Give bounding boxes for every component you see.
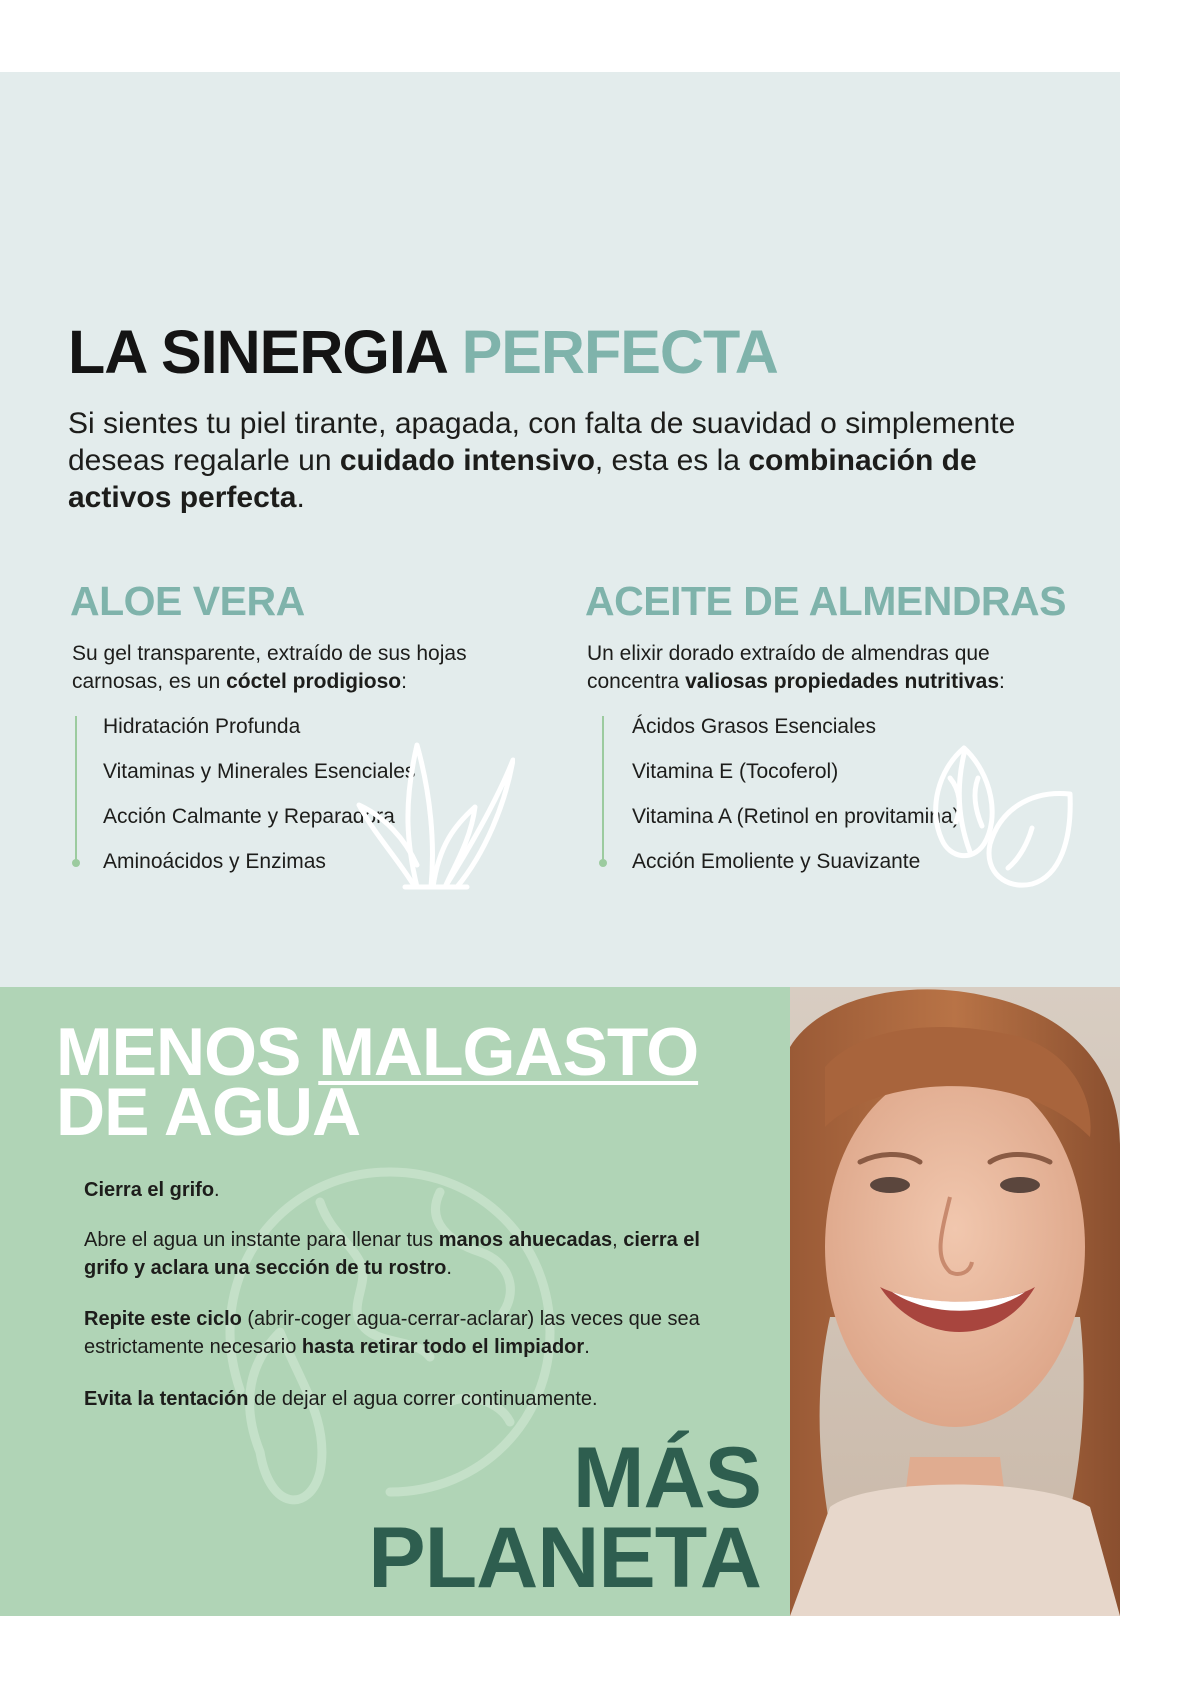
almond-oil-title: ACEITE DE ALMENDRAS (585, 578, 1066, 624)
water-p4-bold: Evita la tentación (84, 1388, 249, 1410)
almond-icon (920, 740, 1075, 895)
list-item: Ácidos Grasos Esenciales (632, 715, 876, 738)
intro-bold-1: cuidado intensivo (339, 444, 595, 477)
list-item: Vitaminas y Minerales Esenciales (103, 760, 416, 783)
water-p3-bold-1: Repite este ciclo (84, 1308, 242, 1330)
smiling-woman-photo (790, 987, 1120, 1616)
water-p2-bold-2: cierra el grifo y aclara una sección de tu rostro (84, 1229, 700, 1279)
almond-feature-list (632, 704, 960, 884)
water-p1-end: . (214, 1179, 220, 1201)
intro-bold-2: combinación de activos perfecta (68, 444, 977, 514)
intro-text-3: . (296, 481, 305, 514)
water-p2-bold-1: manos ahuecadas (438, 1229, 613, 1251)
water-p3-text-1: (abrir-coger agua-cerrar-aclarar) las veces que sea estrictamente necesario (84, 1308, 700, 1358)
aloe-vera-description (72, 640, 512, 696)
water-paragraph-3 (84, 1305, 744, 1361)
page-headline (68, 318, 778, 386)
water-title-line-2: DE AGUA (56, 1074, 361, 1150)
water-p2-end: . (446, 1257, 452, 1279)
planet-line-1: MÁS (572, 1430, 761, 1526)
intro-text-2: , esta es la (594, 444, 749, 477)
headline-accent-part: PERFECTA (461, 318, 778, 386)
intro-text-1: Si sientes tu piel tirante, apagada, con falta de suavidad o simplemente deseas regalarle un (68, 407, 1016, 477)
water-p1-bold: Cierra el grifo (84, 1179, 215, 1201)
aloe-desc-end: : (401, 670, 407, 693)
almond-oil-description (587, 640, 1067, 696)
aloe-list-line (75, 716, 77, 863)
water-paragraph-2 (84, 1226, 744, 1282)
almond-desc-text: Un elixir dorado extraído de almendras que concentra (587, 642, 990, 693)
headline-dark-part: LA SINERGIA (68, 318, 446, 386)
list-item: Vitamina A (Retinol en provitamina) (632, 805, 960, 828)
aloe-list-dot (72, 859, 80, 867)
list-item: Acción Emoliente y Suavizante (632, 850, 921, 873)
almond-list-dot (599, 859, 607, 867)
planet-line-2: PLANETA (368, 1510, 761, 1606)
water-title-underlined: MALGASTO (318, 1014, 699, 1090)
water-p3-bold-2: hasta retirar todo el limpiador (301, 1336, 585, 1358)
water-p2-text-2: , (612, 1229, 624, 1251)
aloe-plant-icon (355, 735, 515, 895)
water-p4-text: de dejar el agua correr continuamente. (248, 1388, 598, 1410)
aloe-vera-title: ALOE VERA (70, 578, 305, 624)
list-item: Hidratación Profunda (103, 715, 301, 738)
list-item: Vitamina E (Tocoferol) (632, 760, 839, 783)
water-title-part-a: MENOS (56, 1014, 319, 1090)
almond-list-line (602, 716, 604, 863)
list-item: Aminoácidos y Enzimas (103, 850, 326, 873)
water-p3-end: . (584, 1336, 590, 1358)
aloe-desc-bold: cóctel prodigioso (226, 670, 402, 693)
aloe-desc-text: Su gel transparente, extraído de sus hojas carnosas, es un (72, 642, 467, 693)
almond-desc-end: : (999, 670, 1005, 693)
water-p2-text-1: Abre el agua un instante para llenar tus (84, 1229, 439, 1251)
water-paragraph-1 (84, 1176, 744, 1204)
more-planet-title (368, 1430, 761, 1606)
water-paragraph-4 (84, 1385, 744, 1413)
water-section-title (56, 1014, 699, 1150)
almond-desc-bold: valiosas propiedades nutritivas (685, 670, 1000, 693)
list-item: Acción Calmante y Reparadora (103, 805, 395, 828)
intro-paragraph (68, 405, 1068, 516)
